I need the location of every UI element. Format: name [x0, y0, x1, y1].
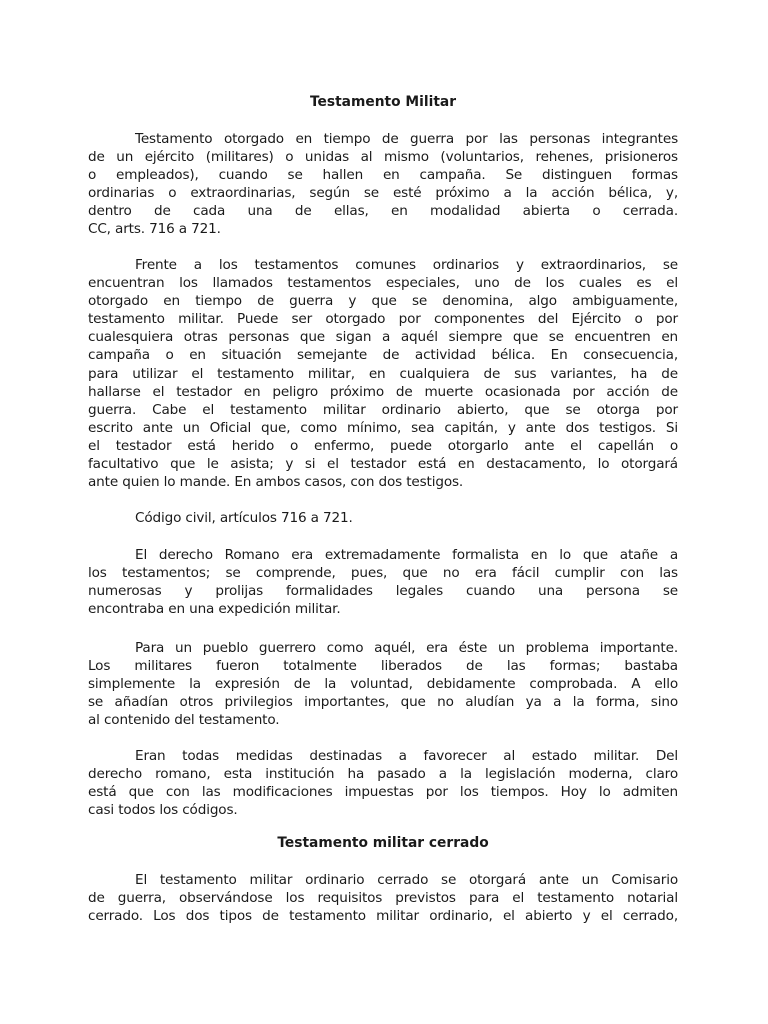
text-line: El derecho Romano era extremadamente formalista en lo que atañe a — [135, 547, 678, 563]
paragraph-pueblo-guerrero — [88, 639, 678, 729]
text-line: Los militares fueron totalmente liberados de las formas; bastaba — [88, 658, 678, 675]
text-line: cerrado. Los dos tipos de testamento militar ordinario, el abierto y el cerrado, — [88, 908, 678, 925]
paragraph-definition — [88, 130, 678, 239]
text-line: al contenido del testamento. — [88, 712, 280, 729]
text-line: campaña o en situación semejante de actividad bélica. En consecuencia, — [88, 347, 678, 364]
text-line: facultativo que le asista; y si el testador está en destacamento, lo otorgará — [88, 456, 678, 473]
text-line: está que con las modificaciones impuestas por los tiempos. Hoy lo admiten — [88, 784, 678, 801]
text-line: se añadían otros privilegios importantes, que no aludían ya a la forma, sino — [88, 694, 678, 711]
text-line: de guerra, observándose los requisitos previstos para el testamento notarial — [88, 890, 678, 907]
text-line: Para un pueblo guerrero como aquél, era éste un problema importante. — [135, 640, 678, 656]
text-line: dentro de cada una de ellas, en modalidad abierta o cerrada. — [88, 203, 678, 220]
text-line: de un ejército (militares) o unidas al mismo (voluntarios, rehenes, prisioneros — [88, 149, 678, 166]
text-line: cualesquiera otras personas que sigan a aquél siempre que se encuentren en — [88, 329, 678, 346]
paragraph-medidas — [88, 747, 678, 819]
text-line: casi todos los códigos. — [88, 802, 238, 819]
document-title: Testamento Militar — [309, 94, 457, 110]
text-line: o empleados), cuando se hallen en campaña. Se distinguen formas — [88, 167, 678, 184]
text-line: ordinarias o extraordinarias, según se esté próximo a la acción bélica, y, — [88, 185, 678, 202]
text-line: Eran todas medidas destinadas a favorecer al estado militar. Del — [135, 748, 678, 764]
paragraph-testamentos-especiales — [88, 256, 678, 491]
text-line: Código civil, artículos 716 a 721. — [135, 510, 353, 526]
text-line: los testamentos; se comprende, pues, que no era fácil cumplir con las — [88, 565, 678, 582]
paragraph-derecho-romano — [88, 546, 678, 618]
text-line: simplemente la expresión de la voluntad, debidamente comprobada. A ello — [88, 676, 678, 693]
paragraph-cerrado — [88, 871, 678, 925]
text-line: escrito ante un Oficial que, como mínimo, sea capitán, y ante dos testigos. Si — [88, 419, 678, 436]
paragraph-codigo-civil — [88, 509, 678, 527]
text-line: CC, arts. 716 a 721. — [88, 221, 221, 238]
text-line: hallarse el testador en peligro próximo de muerte ocasionada por acción de — [88, 383, 678, 400]
text-line: encontraba en una expedición militar. — [88, 601, 341, 618]
text-line: numerosas y prolijas formalidades legales cuando una persona se — [88, 583, 678, 600]
text-line: encuentran los llamados testamentos especiales, uno de los cuales es el — [88, 275, 678, 292]
text-line: otorgado en tiempo de guerra y que se denomina, algo ambiguamente, — [88, 293, 678, 310]
text-line: testamento militar. Puede ser otorgado por componentes del Ejército o por — [88, 311, 678, 328]
text-line: derecho romano, esta institución ha pasado a la legislación moderna, claro — [88, 766, 678, 783]
section-heading: Testamento militar cerrado — [277, 835, 489, 851]
text-line: ante quien lo mande. En ambos casos, con dos testigos. — [88, 474, 464, 491]
text-line: el testador está herido o enfermo, puede otorgarlo ante el capellán o — [88, 437, 678, 454]
text-line: Testamento otorgado en tiempo de guerra por las personas integrantes — [135, 131, 678, 147]
text-line: para utilizar el testamento militar, en cualquiera de sus variantes, ha de — [88, 365, 678, 382]
text-line: guerra. Cabe el testamento militar ordinario abierto, que se otorga por — [88, 401, 678, 418]
text-line: El testamento militar ordinario cerrado se otorgará ante un Comisario — [135, 872, 678, 888]
text-line: Frente a los testamentos comunes ordinarios y extraordinarios, se — [135, 257, 678, 273]
